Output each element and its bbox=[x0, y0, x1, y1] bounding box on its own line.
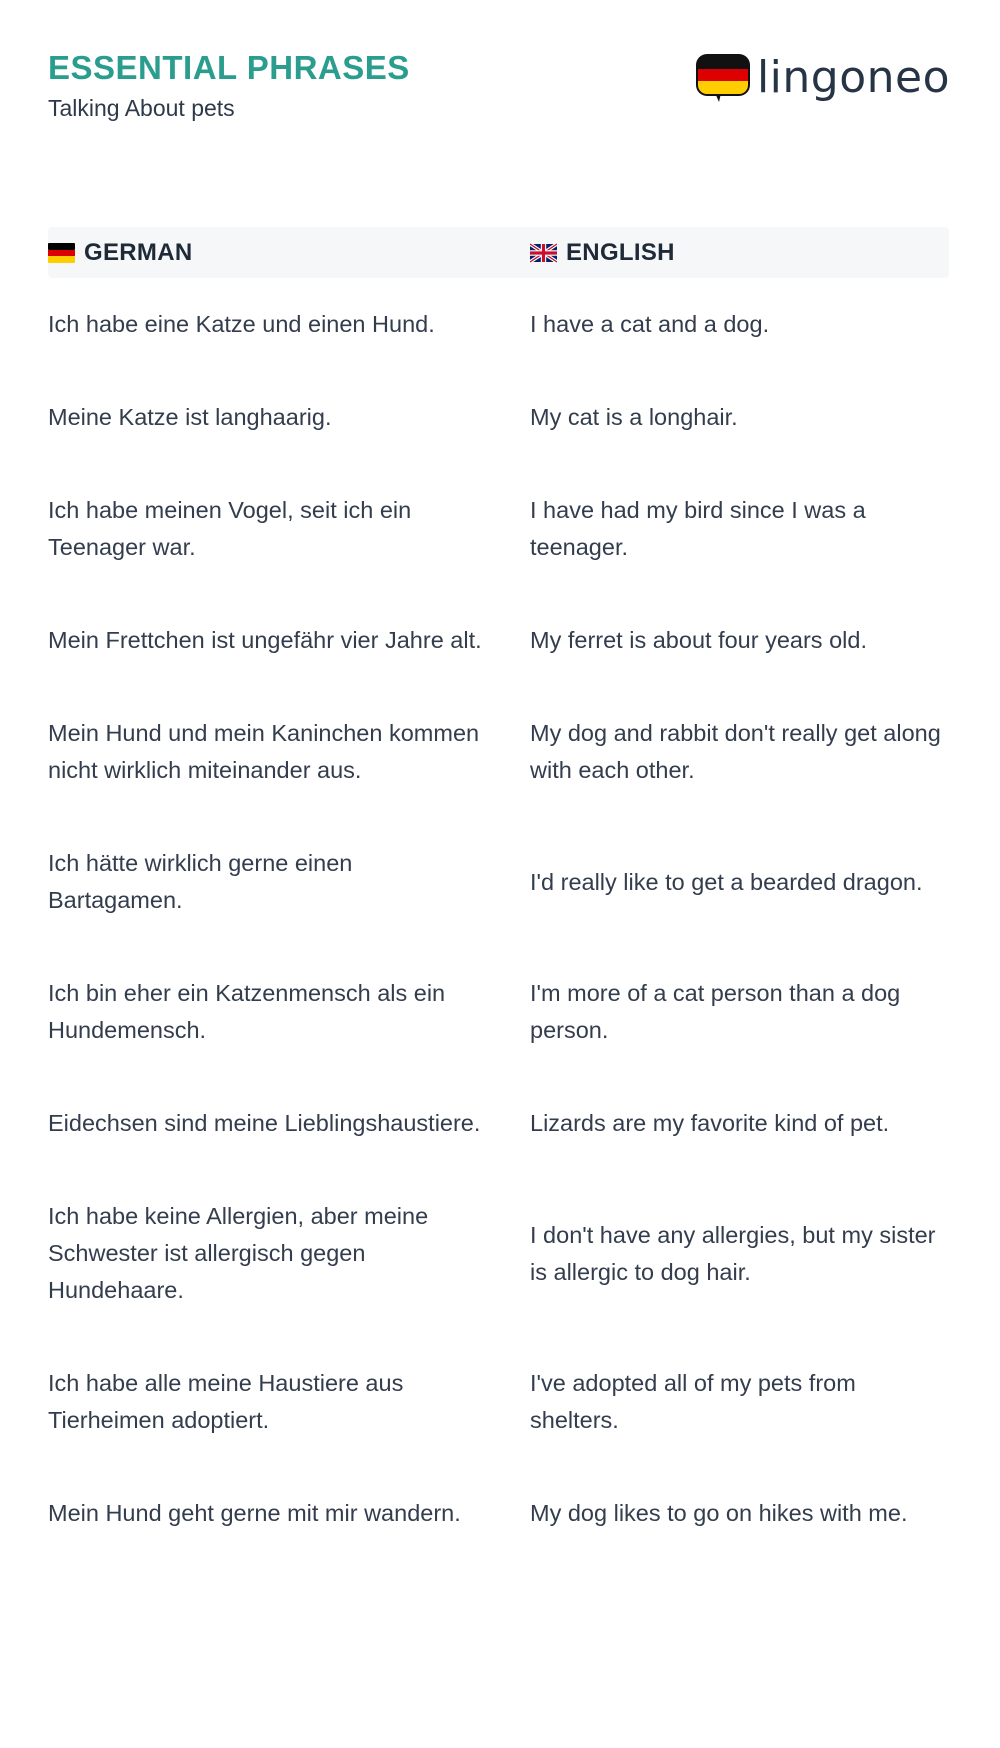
english-translation: My dog and rabbit don't really get along with each other. bbox=[530, 720, 941, 783]
phrases-table bbox=[48, 227, 949, 1560]
uk-flag-icon bbox=[530, 243, 557, 263]
table-row bbox=[48, 371, 949, 464]
english-translation: I'm more of a cat person than a dog person. bbox=[530, 980, 901, 1043]
table-row bbox=[48, 594, 949, 687]
table-row bbox=[48, 278, 949, 371]
table-row bbox=[48, 687, 949, 817]
german-phrase: Mein Frettchen ist ungefähr vier Jahre alt. bbox=[48, 627, 482, 653]
english-translation: My cat is a longhair. bbox=[530, 404, 738, 430]
column-header-german bbox=[48, 227, 192, 278]
german-phrase: Meine Katze ist langhaarig. bbox=[48, 404, 332, 430]
column-header-english bbox=[530, 227, 675, 278]
page-header bbox=[48, 48, 952, 138]
brand-logo[interactable] bbox=[695, 50, 950, 106]
table-row bbox=[48, 1467, 949, 1560]
table-header bbox=[48, 227, 949, 278]
german-phrase: Ich habe eine Katze und einen Hund. bbox=[48, 311, 435, 337]
column-label: GERMAN bbox=[84, 238, 193, 266]
german-flag-icon bbox=[48, 243, 75, 263]
table-row bbox=[48, 817, 949, 947]
english-translation: I've adopted all of my pets from shelters. bbox=[530, 1370, 856, 1433]
german-phrase: Ich habe meinen Vogel, seit ich ein Teenager war. bbox=[48, 497, 412, 560]
english-translation: I have a cat and a dog. bbox=[530, 311, 770, 337]
table-row bbox=[48, 1170, 949, 1337]
table-row bbox=[48, 1077, 949, 1170]
logo-wordmark: lingoneo bbox=[756, 52, 950, 103]
chat-bubble-flag-icon bbox=[695, 53, 751, 103]
english-translation: My dog likes to go on hikes with me. bbox=[530, 1500, 908, 1526]
table-row bbox=[48, 947, 949, 1077]
page-title: ESSENTIAL PHRASES bbox=[48, 49, 410, 86]
english-translation: My ferret is about four years old. bbox=[530, 627, 867, 653]
english-translation: I don't have any allergies, but my sister is allergic to dog hair. bbox=[530, 1221, 936, 1285]
german-phrase: Mein Hund geht gerne mit mir wandern. bbox=[48, 1500, 461, 1526]
table-row bbox=[48, 464, 949, 594]
english-translation: Lizards are my favorite kind of pet. bbox=[530, 1110, 890, 1136]
german-phrase: Eidechsen sind meine Lieblingshaustiere. bbox=[48, 1110, 481, 1136]
english-translation: I'd really like to get a bearded dragon. bbox=[530, 868, 923, 895]
german-phrase: Mein Hund und mein Kaninchen kommen nicht wirklich miteinander aus. bbox=[48, 720, 480, 783]
german-phrase: Ich hätte wirklich gerne einen Bartagamen. bbox=[48, 850, 353, 913]
german-phrase: Ich habe alle meine Haustiere aus Tierheimen adoptiert. bbox=[48, 1370, 404, 1433]
german-phrase: Ich habe keine Allergien, aber meine Schwester ist allergisch gegen Hundehaare. bbox=[48, 1203, 429, 1303]
column-label: ENGLISH bbox=[566, 238, 675, 266]
german-phrase: Ich bin eher ein Katzenmensch als ein Hundemensch. bbox=[48, 980, 446, 1043]
english-translation: I have had my bird since I was a teenager. bbox=[530, 497, 866, 560]
page-subtitle: Talking About pets bbox=[48, 95, 235, 121]
table-row bbox=[48, 1337, 949, 1467]
